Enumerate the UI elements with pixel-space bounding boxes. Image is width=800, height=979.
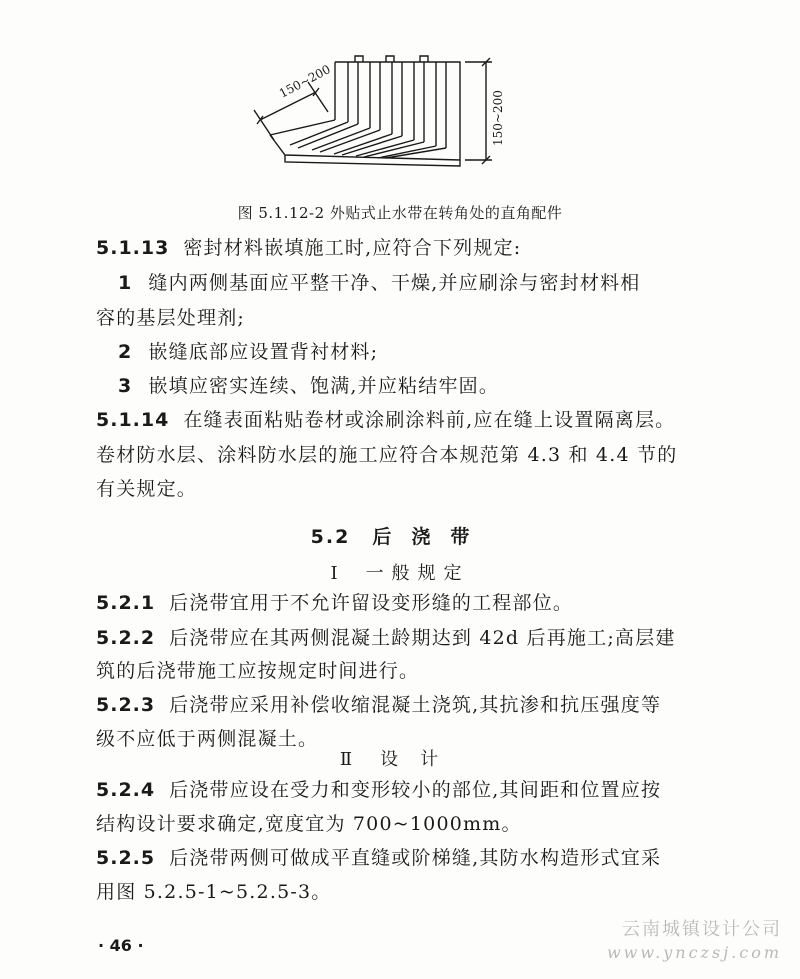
clause-continuation: 筑的后浇带施工应按规定时间进行。 [96,660,420,682]
clause-line [96,690,661,717]
right-dimension-label: 150~200 [491,90,505,146]
subsection-numeral: Ⅱ [339,749,361,770]
list-item [118,371,499,398]
clause-continuation: 级不应低于两侧混凝土。 [96,728,319,750]
clause-text: 后浇带应采用补偿收缩混凝土浇筑,其抗渗和抗压强度等 [169,694,662,716]
clause-number: 5.1.13 [96,237,170,259]
clause-continuation: 卷材防水层、涂料防水层的施工应符合本规范第 4.3 和 4.4 节的 [96,444,678,466]
item-text: 嵌填应密实连续、饱满,并应粘结牢固。 [148,375,500,397]
page-number: · 46 · [98,936,144,955]
item-number: 1 [118,272,133,294]
clause-text: 后浇带宜用于不允许留设变形缝的工程部位。 [169,592,574,614]
section-number: 5.2 [310,526,351,548]
clause-line [96,775,661,802]
list-item [118,337,378,364]
clause-line [96,233,521,260]
clause-text: 后浇带应设在受力和变形较小的部位,其间距和位置应按 [169,779,662,801]
clause-continuation: 结构设计要求确定,宽度宜为 700~1000mm。 [96,813,522,835]
item-text: 缝内两侧基面应平整干净、干燥,并应刷涂与密封材料相 [148,272,641,294]
section-title [0,522,800,549]
clause-line [96,405,675,432]
watermark-name: 云南城镇设计公司 [622,919,782,940]
clause-text: 在缝表面粘贴卷材或涂刷涂料前,应在缝上设置隔离层。 [183,409,676,431]
corner-waterstop-figure [230,50,520,200]
clause-line [96,623,676,650]
clause-number: 5.2.4 [96,779,156,801]
watermark-url: www.ynczsj.com [606,943,782,963]
item-number: 3 [118,375,133,397]
clause-continuation: 用图 5.2.5-1~5.2.5-3。 [96,881,332,903]
clause-number: 5.1.14 [96,409,170,431]
waterstop-drawing [230,50,520,200]
subsection-title [0,559,800,585]
clause-text: 后浇带应在其两侧混凝土龄期达到 42d 后再施工;高层建 [169,627,676,649]
subsection-name: 一般规定 [365,563,470,584]
clause-line [96,843,661,870]
section-name: 后浇带 [372,526,490,548]
item-number: 2 [118,341,133,363]
left-dimension-label: 150~200 [276,62,333,101]
clause-number: 5.2.5 [96,847,156,869]
clause-text: 后浇带两侧可做成平直缝或阶梯缝,其防水构造形式宜采 [169,847,662,869]
list-item-continuation: 容的基层处理剂; [96,307,246,329]
clause-continuation: 有关规定。 [96,478,198,500]
item-text: 嵌缝底部应设置背衬材料; [148,341,379,363]
subsection-name: 设计 [380,749,461,770]
clause-text: 密封材料嵌填施工时,应符合下列规定: [183,237,522,259]
watermark [607,918,782,964]
figure-caption: 图 5.1.12-2 外贴式止水带在转角处的直角配件 [237,204,563,222]
clause-number: 5.2.3 [96,694,156,716]
subsection-title [0,745,800,771]
clause-line [96,588,573,615]
list-item [118,268,640,295]
subsection-numeral: Ⅰ [330,563,346,584]
clause-number: 5.2.1 [96,592,156,614]
clause-number: 5.2.2 [96,627,156,649]
